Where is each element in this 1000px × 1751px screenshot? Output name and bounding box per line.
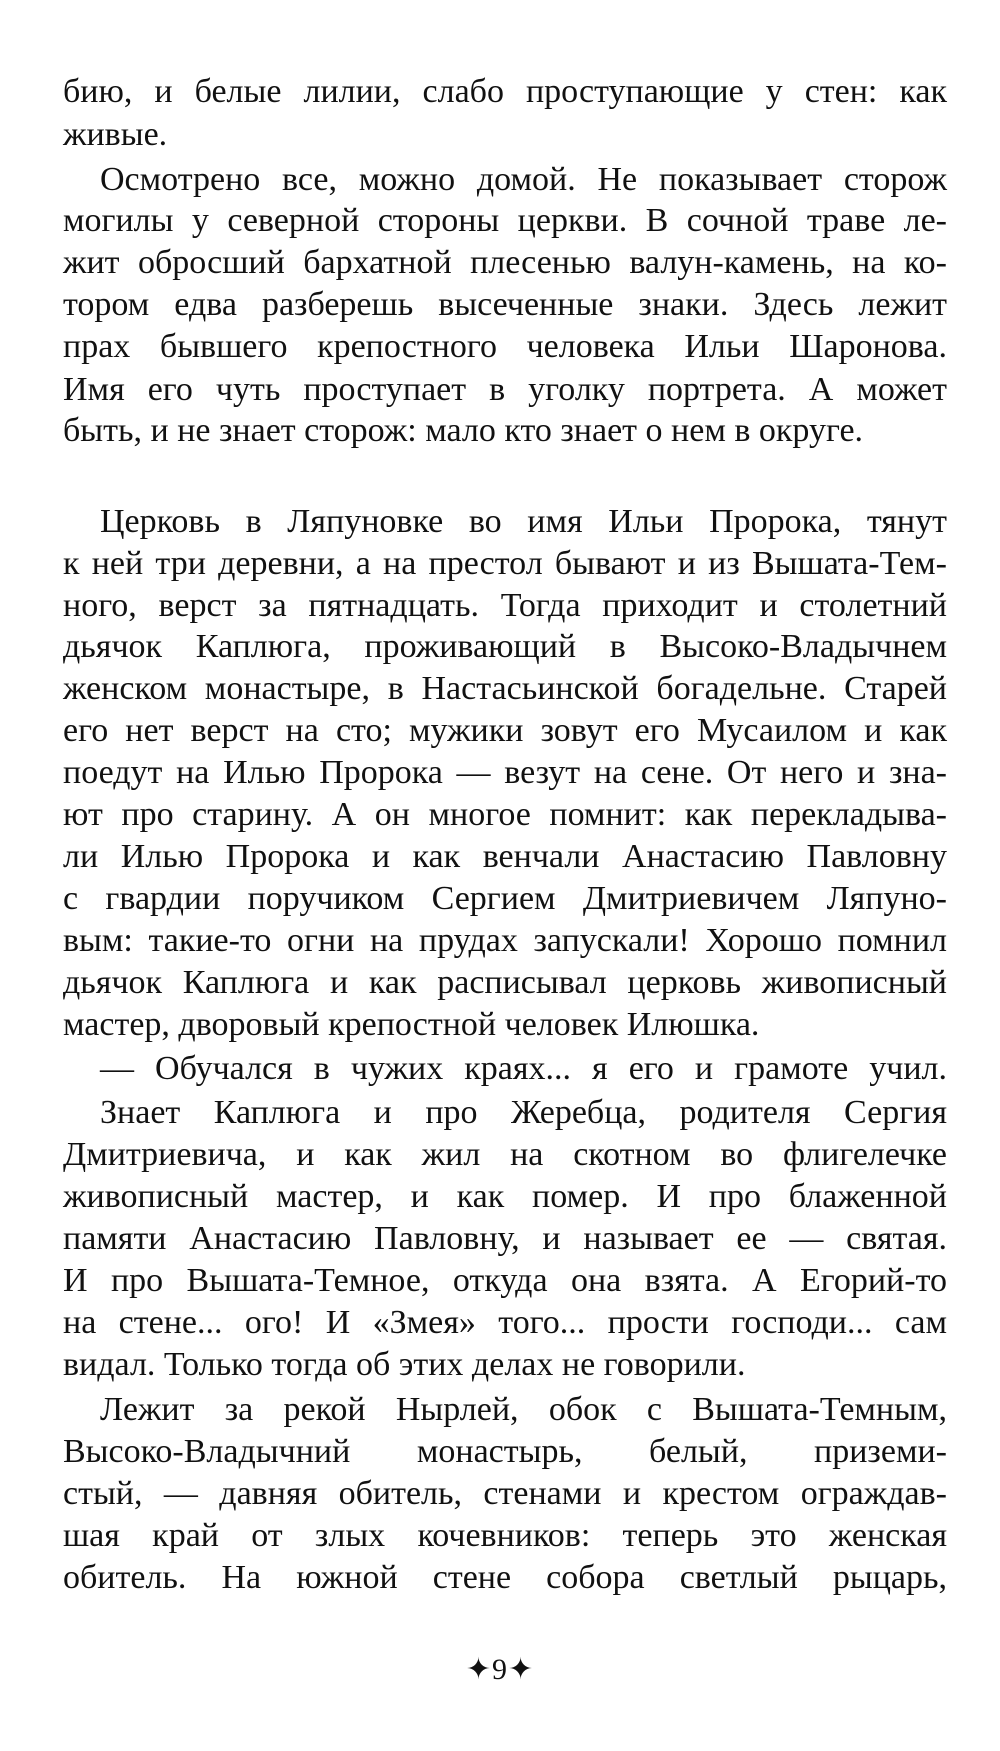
text-line: Лежит за рекой Нырлей, обок с Вышата-Темным,: [100, 1391, 947, 1428]
text-line: видал. Только тогда об этих делах не говорили.: [63, 1346, 746, 1383]
text-line: тором едва разберешь высеченные знаки. Здесь лежит: [63, 286, 947, 323]
text-line: Имя его чуть проступает в уголку портрета. А может: [63, 371, 947, 408]
text-line: бию, и белые лилии, слабо проступающие у стен: как: [63, 73, 947, 110]
text-line: к ней три деревни, а на престол бывают и из Вышата-Тем-: [63, 545, 947, 582]
text-line: прах бывшего крепостного человека Ильи Шаронова.: [63, 328, 947, 365]
text-line: с гвардии поручиком Сергием Дмитриевичем Ляпуно-: [63, 880, 947, 917]
text-line: женском монастыре, в Настасьинской богадельне. Старей: [63, 670, 947, 707]
text-line: Знает Каплюга и про Жеребца, родителя Сергия: [100, 1094, 947, 1131]
text-line: обитель. На южной стене собора светлый рыцарь,: [63, 1559, 947, 1596]
text-line: живописный мастер, и как помер. И про блаженной: [63, 1178, 947, 1215]
text-line: шая край от злых кочевников: теперь это женская: [63, 1517, 947, 1554]
text-line: ного, верст за пятнадцать. Тогда приходит и столетний: [63, 587, 947, 624]
text-line: — Обучался в чужих краях... я его и грамоте учил.: [100, 1050, 947, 1087]
text-line: быть, и не знает сторож: мало кто знает о нем в округе.: [63, 412, 864, 449]
text-line: памяти Анастасию Павловну, и называет ее — святая.: [63, 1220, 947, 1257]
page-number: ✦9✦: [465, 1653, 535, 1686]
text-line: Дмитриевича, и как жил на скотном во флигелечке: [63, 1136, 947, 1173]
text-line: вым: такие-то огни на прудах запускали! Хорошо помнил: [63, 922, 947, 959]
text-line: дьячок Каплюга и как расписывал церковь живописный: [63, 964, 947, 1001]
text-line: Церковь в Ляпуновке во имя Ильи Пророка, тянут: [100, 503, 947, 540]
text-line: могилы у северной стороны церкви. В сочной траве ле-: [63, 202, 947, 239]
text-line: мастер, дворовый крепостной человек Илюшка.: [63, 1006, 760, 1043]
text-line: стый, — давняя обитель, стенами и крестом ограждав-: [63, 1475, 947, 1512]
text-line: его нет верст на сто; мужики зовут его Мусаилом и как: [63, 712, 947, 749]
text-line: ют про старину. А он многое помнит: как перекладыва-: [63, 796, 947, 833]
text-line: дьячок Каплюга, проживающий в Высоко-Владычнем: [63, 628, 947, 665]
text-line: жит обросший бархатной плесенью валун-камень, на ко-: [63, 244, 947, 281]
text-line: Высоко-Владычний монастырь, белый, приземи-: [63, 1433, 947, 1470]
text-line: ли Илью Пророка и как венчали Анастасию Павловну: [63, 838, 947, 875]
text-line: на стене... ого! И «Змея» того... прости господи... сам: [63, 1304, 947, 1341]
text-line: живые.: [63, 116, 168, 153]
text-line: поедут на Илью Пророка — везут на сене. От него и зна-: [63, 754, 947, 791]
text-line: И про Вышата-Темное, откуда она взята. А Егорий-то: [63, 1262, 947, 1299]
text-line: Осмотрено все, можно домой. Не показывает сторож: [100, 161, 947, 198]
